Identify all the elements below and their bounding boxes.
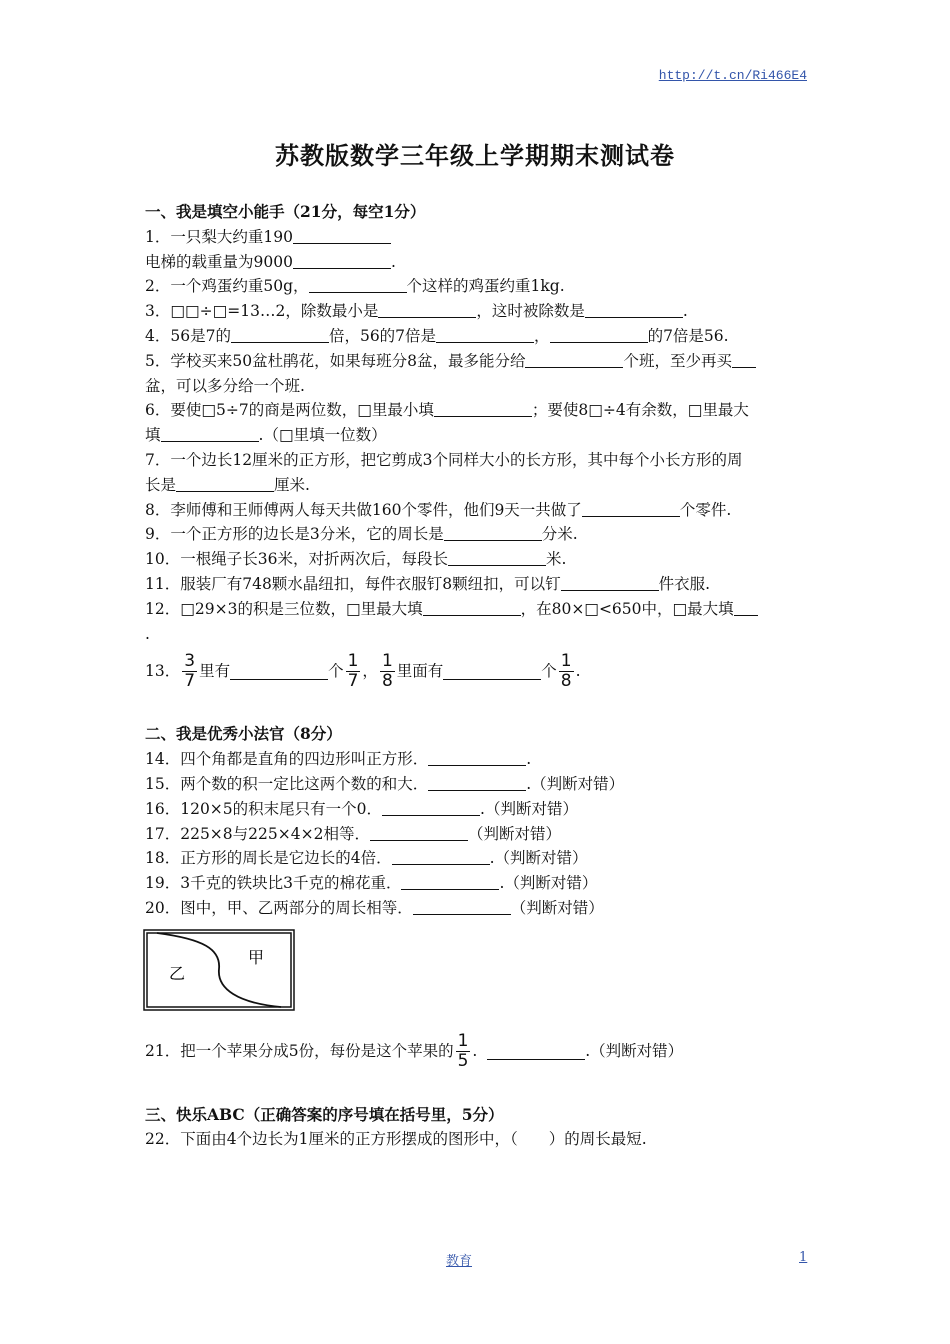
question-2: 2．一个鸡蛋约重50g， 个这样的鸡蛋约重1kg. — [145, 277, 565, 296]
question-14: 14．四个角都是直角的四边形叫正方形． . — [145, 750, 532, 769]
section-1-heading: 一、我是填空小能手（21分，每空1分） — [145, 202, 426, 221]
section-3-heading: 三、快乐ABC（正确答案的序号填在括号里，5分） — [145, 1104, 504, 1124]
question-12a: 12．□29×3的积是三位数，□里最大填 ，在80×□<650中，□最大填 — [145, 597, 810, 622]
footer-link[interactable]: 教育 — [446, 1254, 473, 1269]
question-13: 13． $\frac{3}{7}$ 里有 个 $\frac{1}{7}$ ， $\frac{1}{8}$ 里面有 个 $\frac{1}{8}$ . — [145, 650, 581, 691]
answer-blank[interactable] — [561, 574, 659, 591]
question-22: 22．下面由4个边长为1厘米的正方形摆成的图形中，（ ）的周长最短. — [145, 1130, 647, 1149]
label-yi: 乙 — [169, 963, 186, 983]
answer-blank[interactable] — [423, 599, 521, 616]
answer-blank[interactable] — [443, 663, 541, 680]
answer-blank[interactable] — [448, 549, 546, 566]
answer-blank[interactable] — [161, 425, 259, 442]
question-15: 15．两个数的积一定比这两个数的和大． .（判断对错） — [145, 774, 625, 793]
question-9: 9．一个正方形的边长是3分米，它的周长是 分米. — [145, 525, 578, 544]
answer-blank[interactable] — [378, 301, 476, 318]
answer-blank[interactable] — [525, 351, 623, 368]
answer-blank[interactable] — [370, 824, 468, 841]
fraction-3-7: $\frac{3}{7}$ — [184, 650, 196, 691]
answer-blank[interactable] — [582, 500, 680, 517]
question-16: 16．120×5的积末尾只有一个0． .（判断对错） — [145, 799, 578, 818]
answer-blank[interactable] — [176, 475, 274, 492]
question-12b: . — [145, 624, 150, 643]
answer-blank[interactable] — [392, 848, 490, 865]
fraction-1-5: $\frac{1}{5}$ — [457, 1031, 469, 1072]
question-5b: 盆，可以多分给一个班. — [145, 376, 305, 395]
section-2-heading: 二、我是优秀小法官（8分） — [145, 724, 342, 744]
answer-blank[interactable] — [732, 351, 756, 368]
label-jia: 甲 — [248, 947, 265, 967]
answer-blank[interactable] — [293, 227, 391, 244]
answer-blank[interactable] — [428, 749, 526, 766]
page-title: 苏教版数学三年级上学期期末测试卷 — [275, 141, 675, 170]
question-1b: 电梯的载重量为9000 . — [145, 252, 396, 271]
question-19: 19．3千克的铁块比3千克的棉花重． .（判断对错） — [145, 874, 598, 893]
answer-blank[interactable] — [401, 873, 499, 890]
answer-blank[interactable] — [428, 774, 526, 791]
question-10: 10．一根绳子长36米，对折两次后，每段长 米. — [145, 550, 567, 569]
question-3: 3．□□÷□=13…2，除数最小是 ，这时被除数是 . — [145, 302, 688, 321]
answer-blank[interactable] — [434, 400, 532, 417]
answer-blank[interactable] — [309, 276, 407, 293]
question-7b: 长是 厘米. — [145, 475, 310, 494]
answer-blank[interactable] — [436, 326, 534, 343]
page-number: 1 — [799, 1250, 808, 1265]
question-6b: 填 .（□里填一位数） — [145, 426, 387, 445]
exam-content — [145, 200, 810, 1152]
question-11: 11．服装厂有748颗水晶纽扣，每件衣服钉8颗纽扣，可以钉 件衣服. — [145, 574, 711, 593]
question-8: 8．李师傅和王师傅两人每天共做160个零件，他们9天一共做了 个零件. — [145, 500, 732, 519]
answer-blank[interactable] — [293, 252, 391, 269]
answer-blank[interactable] — [585, 301, 683, 318]
question-17: 17．225×8与225×4×2相等． （判断对错） — [145, 824, 561, 843]
question-4: 4．56是7的 倍，56的7倍是 ， 的7倍是56. — [145, 326, 729, 345]
fraction-1-8: $\frac{1}{8}$ — [560, 650, 572, 691]
answer-blank[interactable] — [550, 326, 648, 343]
question-5a: 5．学校买来50盆杜鹃花，如果每班分8盆，最多能分给 个班，至少再买 — [145, 349, 810, 374]
question-18: 18．正方形的周长是它边长的4倍． .（判断对错） — [145, 849, 588, 868]
answer-blank[interactable] — [382, 799, 480, 816]
fraction-1-8: $\frac{1}{8}$ — [381, 650, 393, 691]
answer-blank[interactable] — [444, 524, 542, 541]
question-1a: 1．一只梨大约重190 — [145, 225, 810, 250]
question-7a: 7．一个边长12厘米的正方形，把它剪成3个同样大小的长方形，其中每个小长方形的周 — [145, 450, 743, 469]
header-url-link[interactable]: http://t.cn/Ri466E4 — [658, 68, 807, 83]
question-20-figure — [143, 929, 295, 1011]
question-21: 21．把一个苹果分成5份，每份是这个苹果的 $\frac{1}{5}$ . . （判断对错） — [145, 1031, 684, 1072]
question-6a: 6．要使□5÷7的商是两位数，□里最小填 ；要使8□÷4有余数，□里最大 — [145, 401, 749, 420]
fraction-1-7: $\frac{1}{7}$ — [347, 650, 359, 691]
answer-blank[interactable] — [230, 663, 328, 680]
answer-blank[interactable] — [231, 326, 329, 343]
question-20: 20．图中，甲、乙两部分的周长相等． （判断对错） — [145, 898, 604, 917]
answer-blank[interactable] — [413, 898, 511, 915]
answer-blank[interactable] — [487, 1043, 585, 1060]
answer-blank[interactable] — [734, 599, 758, 616]
